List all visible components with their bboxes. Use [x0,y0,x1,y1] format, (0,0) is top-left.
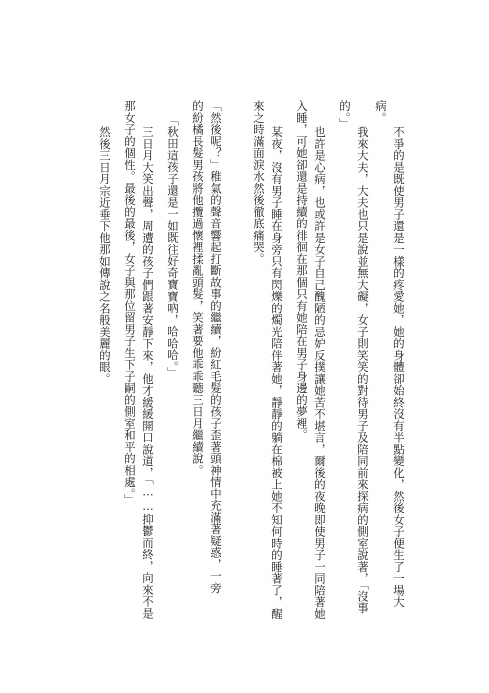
text-column-10: 的紛橘長髮男孩將他攬過懷裡揉亂頭髮，笑著要他乖乖聽三日月繼續說。 [191,100,205,476]
text-column-1: 不爭的是既使男子還是一樣的疼愛她，她的身體卻始終沒有半點變化，然後女子便生了一場大 [392,126,406,608]
text-column-14: 然後三日月宗近垂下他那如傳說之名般美麗的眼。 [98,126,112,385]
text-column-5: 也許是心病，也或許是女子自己醜陋的忌妒反撲讓她苦不堪言，爾後的夜晚即使男子一同陪著她 [313,126,327,620]
text-column-13: 那女子的個性。最後的最後，女子與那位留男子生下子嗣的側室和平的相處。」 [123,100,137,506]
text-column-11: 「秋田這孩子還是一如既往好奇寶寶吶，哈哈哈。」 [166,114,180,379]
text-column-8: 來之時滿面淚水然後徹底痛哭。 [252,100,266,265]
text-column-9: 「然後呢？」稚氣的聲音響起打斷故事的繼續，紛紅毛髮的孩子歪著頭神情中充滿著疑惑，一旁 [209,100,223,594]
text-column-4: 的。」 [338,100,352,130]
text-column-3: 我來大夫，大夫也只是說並無大礙，女子則笑笑的對待男子及陪同前來探病的側室說著，「沒事 [356,126,370,614]
text-column-12: 三日月大笑出聲，周遭的孩子們跟著安靜下來，他才緩緩開口說道，「……抑鬱而終，向來不是 [141,126,155,619]
text-column-7: 某夜，沒有男子睡在身旁只有閃爍的燭光陪伴著她，靜靜的躺在棉被上她不知何時的睡著了，醒 [270,126,284,620]
text-column-6: 入睡，可她卻還是持續的徘徊在那個只有她陪在男子身邊的夢裡。 [295,100,309,441]
text-column-2: 病。 [374,100,388,124]
